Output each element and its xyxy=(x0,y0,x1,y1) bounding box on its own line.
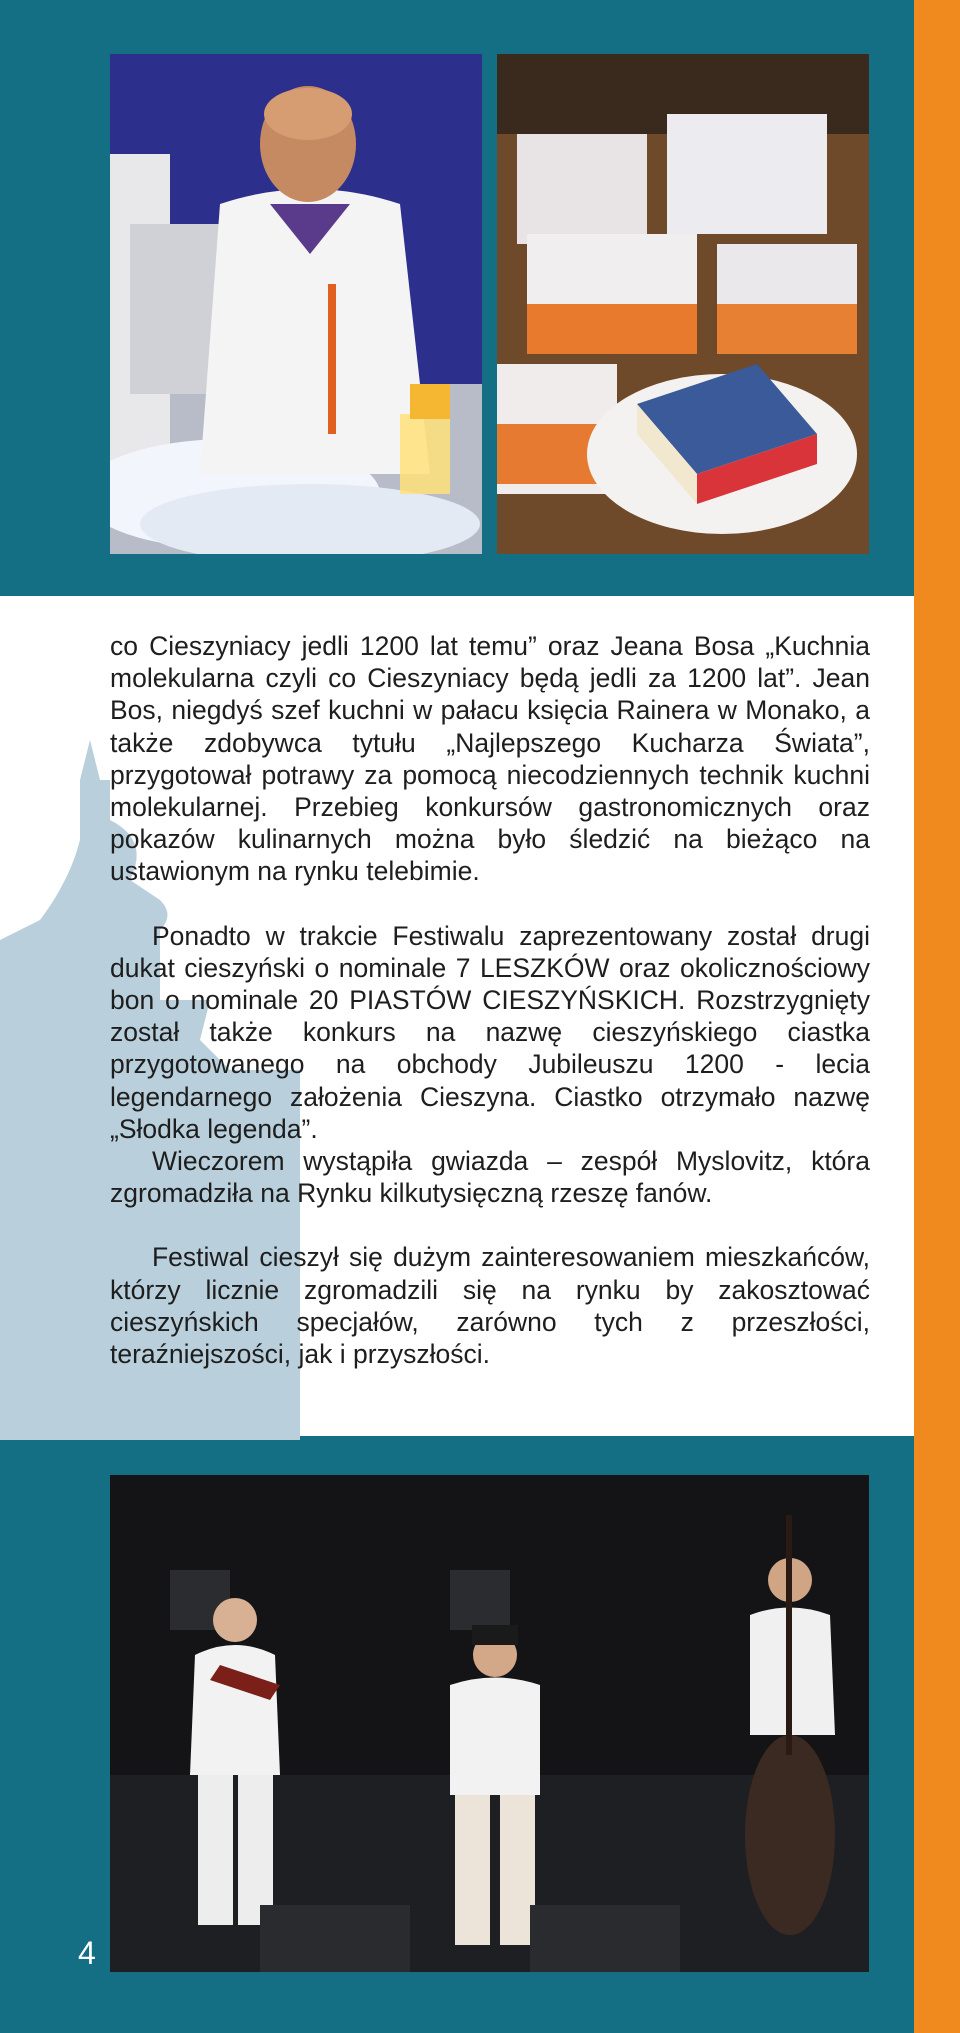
chef-image xyxy=(110,54,482,554)
page-number: 4 xyxy=(78,1935,96,1971)
paragraph-1: co Cieszyniacy jedli 1200 lat temu” oraz Jeana Bosa „Kuchnia molekularna czyli co Cieszyniacy będą jedli za 1200 lat”. Jean Bos, niegdyś szef kuchni w pałacu księcia Rainera w Monako, a także zdobywca tytułu „Najlepszego Kucharza Świata”, przygotował potrawy za pomocą niecodziennych technik kuchni molekularnej. Przebieg konkursów gastronomicznych oraz pokazów kulinarnych można było śledzić na bieżąco na ustawionym na rynku telebimie. xyxy=(110,631,870,887)
band-image xyxy=(110,1475,869,1972)
article-text xyxy=(110,630,870,1370)
chef-photo xyxy=(110,54,482,554)
paragraph-2: Ponadto w trakcie Festiwalu zaprezentowany został drugi dukat cieszyński o nominale 7 LESZKÓW oraz okolicznościowy bon o nominale 20 PIASTÓW CIESZYŃSKICH. Rozstrzygnięty został także konkurs na nazwę cieszyńskiego ciastka przygotowanego na obchody Jubileuszu 1200 - lecia legendarnego założenia Cieszyna. Ciastko otrzymało nazwę „Słodka legenda”. xyxy=(110,920,870,1144)
cake-photo xyxy=(497,54,869,554)
paragraph-4: Festiwal cieszył się dużym zainteresowaniem mieszkańców, którzy licznie zgromadzili się na rynku by zakosztować cieszyńskich specjałów, zarówno tych z przeszłości, teraźniejszości, jak i przyszłości. xyxy=(110,1242,870,1370)
orange-side-strip xyxy=(914,0,960,2033)
paragraph-3: Wieczorem wystąpiła gwiazda – zespół Myslovitz, która zgromadziła na Rynku kilkutysięczną rzeszę fanów. xyxy=(110,1146,870,1209)
cake-image xyxy=(497,54,869,554)
band-photo xyxy=(110,1475,869,1972)
